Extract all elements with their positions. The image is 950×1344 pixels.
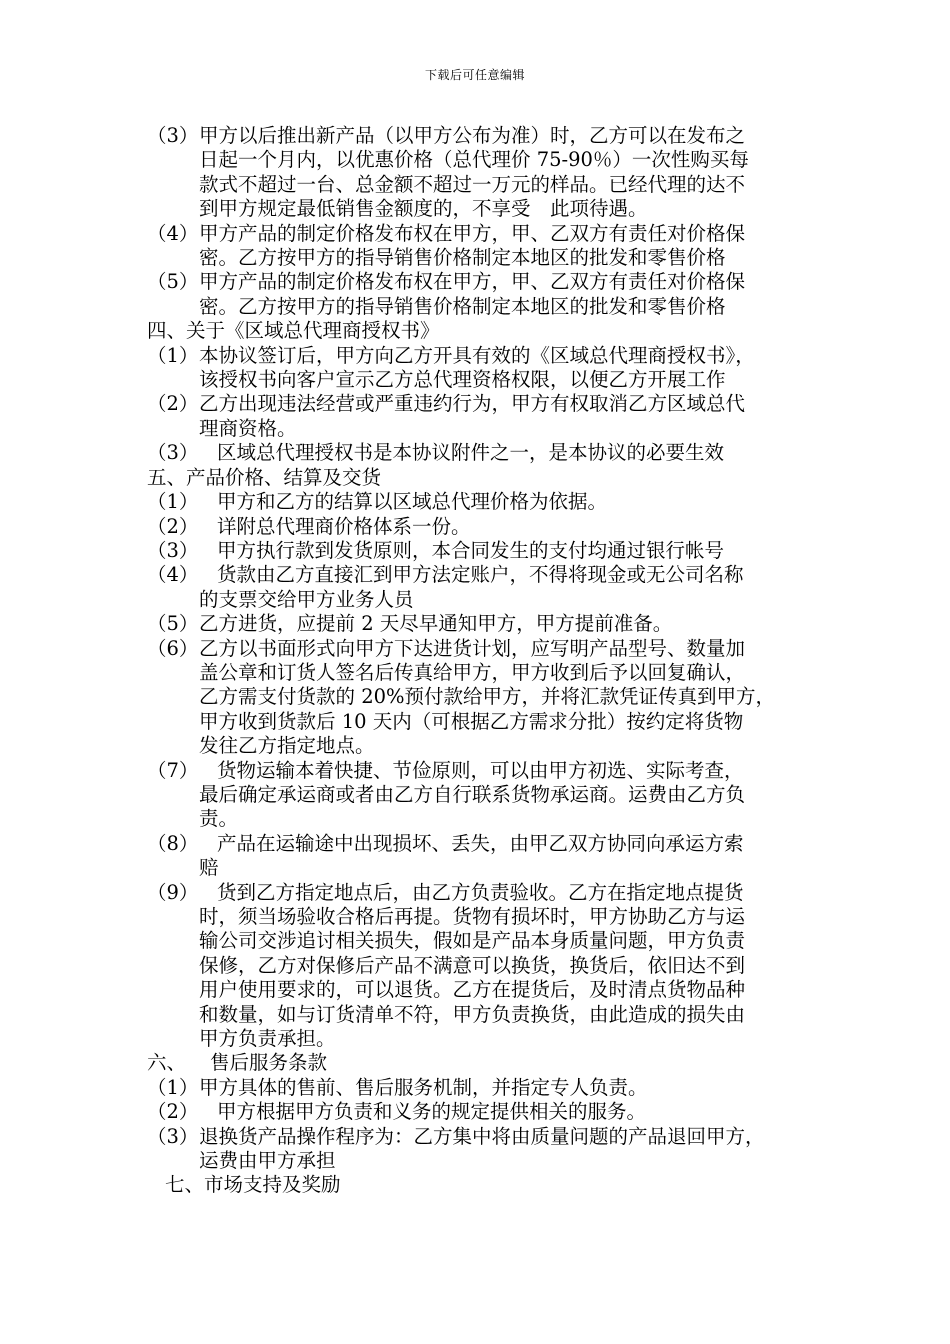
item-number: （1） xyxy=(147,343,199,367)
item-number: （4） xyxy=(147,221,199,245)
item-continuation: 甲方负责承担。 xyxy=(199,1027,336,1051)
item-continuation: 款式不超过一台、总金额不超过一万元的样品。已经代理的达不 xyxy=(199,172,746,196)
list-item xyxy=(147,441,827,465)
item-number: （1） xyxy=(147,1075,199,1099)
item-continuation: 赔 xyxy=(199,856,219,880)
item-continuation: 日起一个月内，以优惠价格（总代理价 75-90％）一次性购买每 xyxy=(199,148,749,172)
item-number: （5） xyxy=(147,612,199,636)
item-number: （5） xyxy=(147,270,199,294)
item-text: 货款由乙方直接汇到甲方法定账户，不得将现金或无公司名称 xyxy=(217,563,744,587)
item-number: （7） xyxy=(147,758,199,782)
item-continuation: 运费由甲方承担 xyxy=(199,1149,336,1173)
item-number: （1） xyxy=(147,490,199,514)
list-item xyxy=(147,392,827,416)
section-heading xyxy=(147,1051,827,1075)
item-continuation: 的支票交给甲方业务人员 xyxy=(199,587,414,611)
item-text: 产品在运输途中出现损坏、丢失，由甲乙双方协同向承运方索 xyxy=(217,831,744,855)
item-text: 乙方以书面形式向甲方下达进货计划，应写明产品型号、数量加 xyxy=(199,636,746,660)
item-continuation: 用户使用要求的，可以退货。乙方在提货后，及时清点货物品种 xyxy=(199,978,746,1002)
item-continuation: 输公司交涉追讨相关损失，假如是产品本身质量问题，甲方负责 xyxy=(199,929,746,953)
item-continuation: 该授权书向客户宣示乙方总代理资格权限，以便乙方开展工作 xyxy=(199,368,726,392)
item-text: 货到乙方指定地点后，由乙方负责验收。乙方在指定地点提货 xyxy=(217,880,744,904)
item-number: （3） xyxy=(147,538,199,562)
item-continuation: 保修，乙方对保修后产品不满意可以换货，换货后，依旧达不到 xyxy=(199,953,746,977)
item-continuation: 乙方需支付货款的 20%预付款给甲方，并将汇款凭证传真到甲方， xyxy=(199,685,776,709)
item-number: （3） xyxy=(147,1124,199,1148)
list-item xyxy=(147,832,827,856)
item-number: （8） xyxy=(147,831,199,855)
item-number: （9） xyxy=(147,880,199,904)
item-continuation: 和数量，如与订货清单不符，甲方负责换货，由此造成的损失由 xyxy=(199,1002,746,1026)
item-text: 甲方产品的制定价格发布权在甲方，甲、乙双方有责任对价格保 xyxy=(199,270,746,294)
item-continuation: 密。乙方按甲方的指导销售价格制定本地区的批发和零售价格 xyxy=(199,246,726,270)
list-item xyxy=(147,490,827,514)
item-continuation: 最后确定承运商或者由乙方自行联系货物承运商。运费由乙方负 xyxy=(199,782,746,806)
page-header: 下载后可任意编辑 xyxy=(424,68,525,82)
list-item xyxy=(147,612,827,636)
item-text: 本协议签订后，甲方向乙方开具有效的《区域总代理商授权书》， xyxy=(199,343,755,367)
item-text: 货物运输本着快捷、节俭原则，可以由甲方初选、实际考查， xyxy=(217,758,744,782)
item-number: （3） xyxy=(147,441,199,465)
list-item xyxy=(147,539,827,563)
list-item xyxy=(147,637,827,661)
section-heading: 五、产品价格、结算及交货 xyxy=(147,465,382,489)
item-text: 甲方产品的制定价格发布权在甲方，甲、乙双方有责任对价格保 xyxy=(199,221,746,245)
list-item xyxy=(147,1100,827,1124)
item-number: （2） xyxy=(147,1100,199,1124)
list-item xyxy=(147,881,827,905)
item-text: 乙方出现违法经营或严重违约行为，甲方有权取消乙方区域总代 xyxy=(199,392,746,416)
item-text: 甲方具体的售前、售后服务机制，并指定专人负责。 xyxy=(199,1075,648,1099)
item-continuation: 理商资格。 xyxy=(199,416,297,440)
list-item xyxy=(147,1076,827,1100)
section-number: 六、 xyxy=(147,1051,187,1075)
list-item xyxy=(147,124,827,148)
item-text: 甲方根据甲方负责和义务的规定提供相关的服务。 xyxy=(217,1100,647,1124)
section-heading: 七、市场支持及奖励 xyxy=(165,1173,341,1197)
item-text: 区域总代理授权书是本协议附件之一，是本协议的必要生效 xyxy=(217,441,725,465)
item-continuation: 甲方收到货款后 10 天内（可根据乙方需求分批）按约定将货物 xyxy=(199,709,744,733)
list-item xyxy=(147,515,827,539)
item-text: 甲方执行款到发货原则，本合同发生的支付均通过银行帐号 xyxy=(217,538,725,562)
item-number: （3） xyxy=(147,124,199,147)
list-item xyxy=(147,759,827,783)
item-continuation: 发往乙方指定地点。 xyxy=(199,734,375,758)
item-number: （6） xyxy=(147,636,199,660)
item-continuation: 到甲方规定最低销售金额度的，不享受 此项待遇。 xyxy=(199,197,648,221)
list-item xyxy=(147,222,827,246)
item-continuation: 密。乙方按甲方的指导销售价格制定本地区的批发和零售价格 xyxy=(199,294,726,318)
item-text: 乙方进货，应提前 2 天尽早通知甲方，甲方提前准备。 xyxy=(199,612,673,636)
item-text: 甲方以后推出新产品（以甲方公布为准）时，乙方可以在发布之 xyxy=(199,124,746,147)
document-body xyxy=(147,124,827,1198)
list-item xyxy=(147,270,827,294)
item-continuation: 时，须当场验收合格后再提。货物有损坏时，甲方协助乙方与运 xyxy=(199,905,746,928)
section-title: 售后服务条款 xyxy=(210,1051,328,1075)
item-number: （2） xyxy=(147,392,199,416)
item-continuation: 盖公章和订货人签名后传真给甲方，甲方收到后予以回复确认， xyxy=(199,660,746,684)
list-item xyxy=(147,563,827,587)
item-text: 退换货产品操作程序为：乙方集中将由质量问题的产品退回甲方， xyxy=(199,1124,765,1148)
item-continuation: 责。 xyxy=(199,807,239,831)
list-item xyxy=(147,344,827,368)
item-text: 甲方和乙方的结算以区域总代理价格为依据。 xyxy=(217,490,608,514)
section-heading: 四、关于《区域总代理商授权书》 xyxy=(147,319,440,343)
item-text: 详附总代理商价格体系一份。 xyxy=(217,514,471,538)
list-item xyxy=(147,1125,827,1149)
item-number: （2） xyxy=(147,514,199,538)
item-number: （4） xyxy=(147,563,199,587)
